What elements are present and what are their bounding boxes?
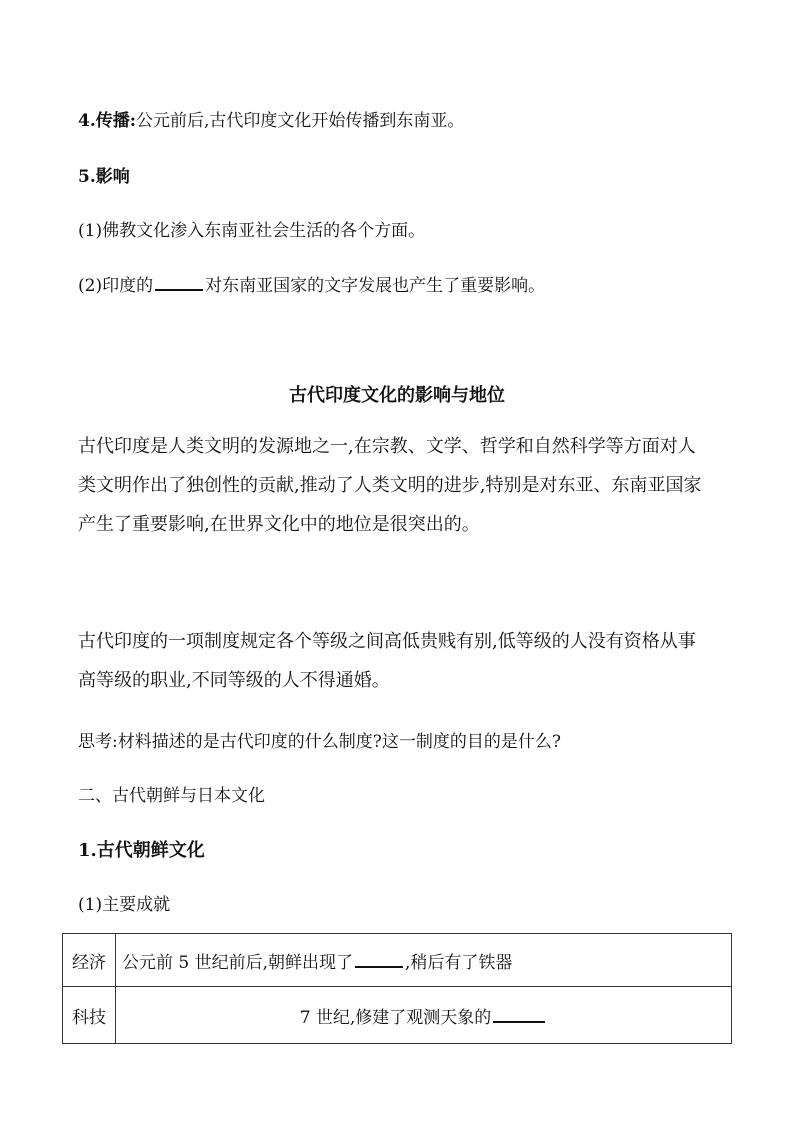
fill-in-blank[interactable] (355, 950, 403, 968)
status-section-title: 古代印度文化的影响与地位 (289, 385, 505, 406)
spread-text: 公元前后,古代印度文化开始传播到东南亚。 (136, 111, 465, 131)
table-row (63, 934, 732, 987)
paragraph-line: 类文明作出了独创性的贡献,推动了人类文明的进步,特别是对东亚、东南亚国家 (78, 475, 702, 496)
cell-text-after: ,稍后有了铁器 (405, 952, 513, 973)
spread-line (78, 106, 464, 131)
influence-item-2 (78, 271, 545, 296)
table-row (63, 987, 732, 1044)
table-cell-category: 经济 (63, 934, 116, 987)
section2-heading: 二、古代朝鲜与日本文化 (78, 786, 265, 806)
material-paragraph (78, 622, 723, 700)
influence-item-2-after: 对东南亚国家的文字发展也产生了重要影响。 (205, 276, 546, 296)
fill-in-blank[interactable] (493, 1005, 545, 1023)
influence-item-1: (1)佛教文化渗入东南亚社会生活的各个方面。 (78, 221, 426, 241)
table-cell-category: 科技 (63, 987, 116, 1044)
influence-heading: 5.影响 (78, 167, 130, 187)
fill-in-blank[interactable] (155, 273, 203, 291)
material-question: 思考:材料描述的是古代印度的什么制度?这一制度的目的是什么? (78, 732, 561, 752)
influence-item-2-before: (2)印度的 (78, 276, 154, 296)
achievements-table (62, 933, 732, 1044)
table-cell-content (116, 934, 732, 987)
spread-label: 4.传播: (78, 111, 137, 131)
paragraph-line: 产生了重要影响,在世界文化中的地位是很突出的。 (78, 514, 480, 535)
paragraph-line: 古代印度是人类文明的发源地之一,在宗教、文学、哲学和自然科学等方面对人 (78, 436, 696, 457)
cell-text-before: 公元前 5 世纪前后,朝鲜出现了 (122, 952, 354, 973)
paragraph-line: 古代印度的一项制度规定各个等级之间高低贵贱有别,低等级的人没有资格从事 (78, 631, 696, 652)
section2-item-label: (1)主要成就 (78, 895, 171, 915)
paragraph-line: 高等级的职业,不同等级的人不得通婚。 (78, 670, 390, 691)
status-section-paragraph (78, 427, 723, 544)
section2-sub-heading: 1.古代朝鲜文化 (78, 840, 205, 861)
cell-text-before: 7 世纪,修建了观测天象的 (299, 1007, 492, 1028)
table-cell-content (116, 987, 732, 1044)
